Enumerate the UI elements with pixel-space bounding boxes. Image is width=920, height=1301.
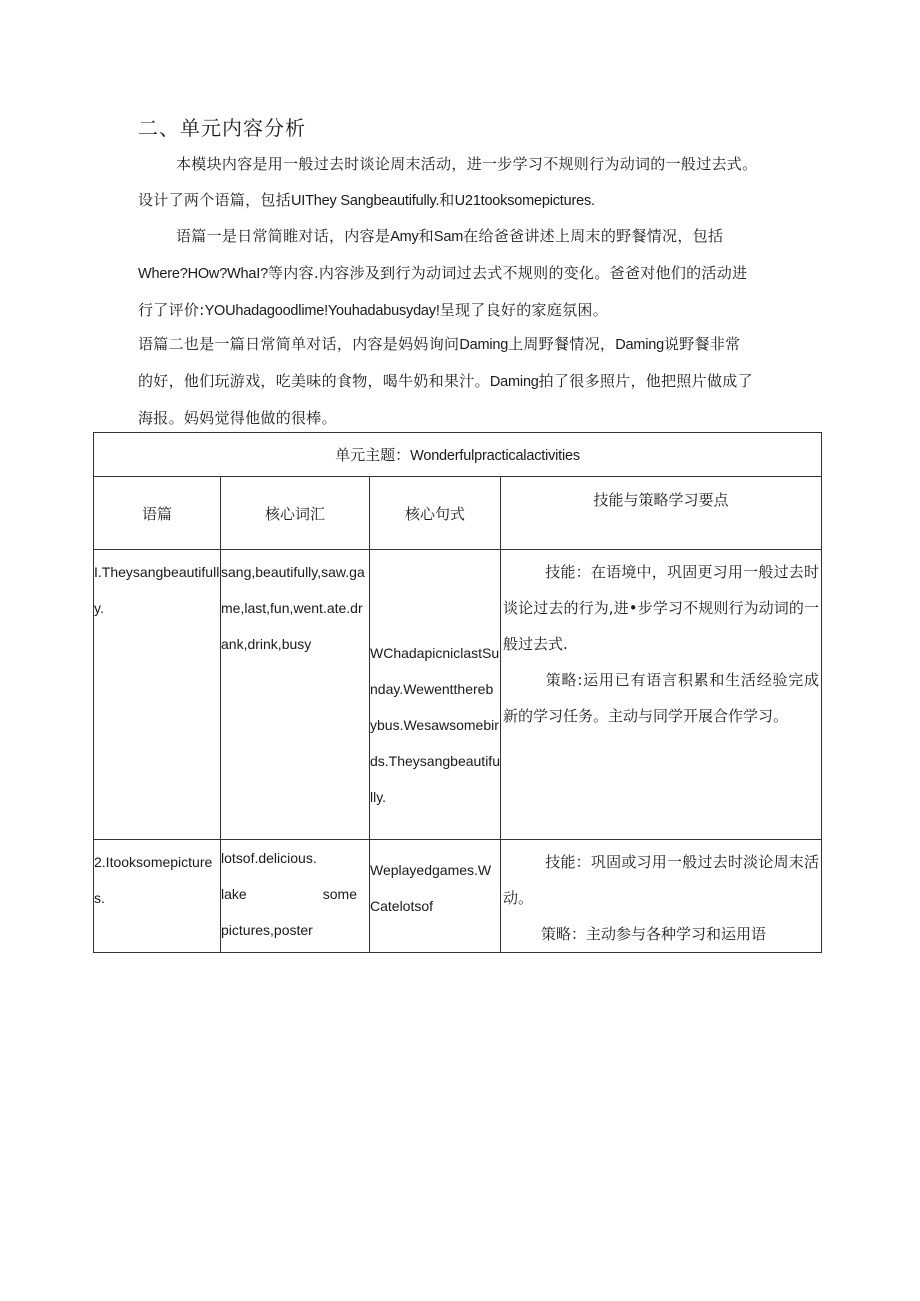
paragraph-line: 的好，他们玩游戏，吃美味的食物，喝牛奶和果汁。Daming拍了很多照片，他把照片做成了 [138,372,753,390]
paragraph-passage-two [138,326,822,436]
unit-analysis-table [93,432,822,953]
vocabulary-cell: lotsof.delicious. lake some pictures,poster [221,840,370,953]
paragraph-line: 语篇一是日常简睢对话，内容是Amy和Sam在给爸爸讲述上周末的野餐情况，包括 [176,227,724,245]
theme-value: Wonderfulpracticalactivities [410,448,580,464]
theme-row [94,433,822,477]
unit-theme-cell [94,433,822,477]
skill-text: 技能：在语境中，巩固更习用一般过去时谈论过去的行为,进•步学习不规则行为动词的一般过去式. [503,563,820,653]
strategy-text: 策略:运用已有语言积累和生活经验完成新的学习任务。主动与同学开展合作学习。 [503,671,820,725]
paragraph-line: 海报。妈妈觉得他做的很棒。 [138,409,337,427]
strategy-text: 策略：主动参与各种学习和运用语 [541,925,767,943]
sentences-cell: WChadapicniclastSunday.Wewenttherebybus.Wesawsomebirds.Theysangbeautifully. [370,550,501,840]
header-passage: 语篇 [94,477,221,550]
paragraph-line: 语篇二也是一篇日常简单对话，内容是妈妈询问Daming上周野餐情况，Daming说野餐非常 [138,335,741,353]
paragraph-passage-one [138,218,822,329]
sentences-cell: Weplayedgames.WCatelotsof [370,840,501,953]
passage-cell: I.Theysangbeautifully. [94,550,221,840]
header-vocabulary: 核心词汇 [221,477,370,550]
paragraph-intro [138,146,822,219]
skills-cell [501,840,822,953]
theme-label: 单元主题： [335,446,411,464]
section-heading: 二、单元内容分析 [138,116,306,140]
header-skills: 技能与策略学习要点 [501,477,822,550]
skill-text: 技能：巩固或习用一般过去时淡论周末活动。 [503,853,820,907]
table-row [94,840,822,953]
header-row [94,477,822,550]
vocabulary-cell: sang,beautifully,saw.game,last,fun,went.ate.drank,drink,busy [221,550,370,840]
paragraph-line: 行了评价:YOUhadagoodlime!Youhadabusyday!呈现了良好的家庭氛困。 [138,301,608,319]
skills-cell [501,550,822,840]
table-row [94,550,822,840]
paragraph-line: 设计了两个语篇，包括UIThey Sangbeautifully.和U21tooksomepictures. [138,191,595,209]
paragraph-line: Where?HOw?WhaI?等内容.内容涉及到行为动词过去式不规则的变化。爸爸对他们的活动进 [138,264,748,282]
header-sentences: 核心句式 [370,477,501,550]
passage-cell: 2.Itooksomepictures. [94,840,221,953]
paragraph-line: 本模块内容是用一般过去时谈论周末活动，进一步学习不规则行为动词的一般过去式。 [176,155,758,173]
